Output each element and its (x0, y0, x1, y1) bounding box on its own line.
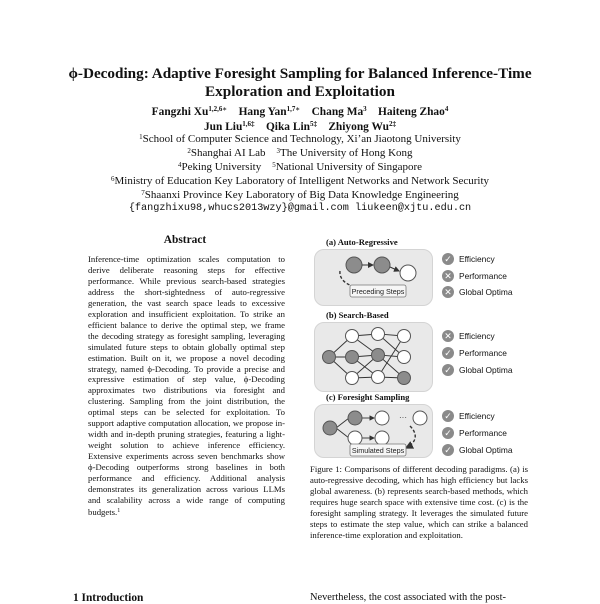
node (372, 328, 385, 341)
legend-label: Efficiency (459, 254, 495, 264)
author-sup: 1,2,6∗ (208, 105, 228, 113)
node (348, 431, 362, 445)
node (413, 411, 427, 425)
affiliation-text: Ministry of Education Key Laboratory of Intelligent Networks and Network Security (114, 175, 489, 187)
node (346, 351, 359, 364)
affiliation-line (0, 131, 600, 146)
check-icon: ✓ (442, 364, 454, 376)
ellipsis-label: ··· (399, 413, 407, 422)
node (323, 351, 336, 364)
node (346, 372, 359, 385)
legend-row (442, 253, 495, 265)
affiliation-line (0, 187, 600, 202)
node (346, 330, 359, 343)
figure-caption: Figure 1: Comparisons of different decoding paradigms. (a) is auto-regressive decoding, which has high efficiency but lacks global awareness. (b) represents search-based methods, which requires huge search space with extensive time cost. (c) is the foresight sampling strategy. It leverages the simulated future steps to estimate the step value, which can strike a balanced inference-time exploration and exploitation. (310, 464, 528, 540)
affiliation-sup: 6 (110, 175, 115, 183)
check-icon: ✓ (442, 347, 454, 359)
affiliation-line (0, 159, 600, 174)
panel-label-c: (c) Foresight Sampling (326, 392, 410, 402)
check-icon: ✓ (442, 253, 454, 265)
node (375, 431, 389, 445)
affiliation-text: Shaanxi Province Key Laboratory of Big Data Knowledge Engineering (144, 189, 459, 201)
author-name: Jun Liu (203, 121, 243, 133)
abstract-heading: Abstract (163, 234, 207, 246)
affiliation-sup: 1 (139, 133, 143, 141)
legend-label: Global Optima (459, 445, 513, 455)
simulated-steps-label: Simulated Steps (351, 446, 405, 455)
author-sup: 1,6‡ (242, 120, 255, 128)
author-name: Qika Lin (265, 121, 310, 133)
legend-row (442, 330, 495, 342)
legend-label: Global Optima (459, 287, 513, 297)
preceding-steps-label: Preceding Steps (351, 287, 405, 296)
panel-label-a: (a) Auto-Regressive (326, 237, 398, 247)
paper-title-line-1: ϕ-Decoding: Adaptive Foresight Sampling for Balanced Inference-Time (68, 65, 532, 82)
node (346, 257, 362, 273)
cross-icon: ✕ (442, 286, 454, 298)
node (374, 257, 390, 273)
section-heading-introduction: 1 Introduction (73, 592, 144, 604)
author-name: Fangzhi Xu (151, 106, 209, 118)
author-name: Haiteng Zhao (378, 106, 445, 118)
affiliation-text: Peking University (181, 161, 262, 173)
edge (390, 267, 399, 271)
affiliation-text: School of Computer Science and Technology, Xi’an Jiaotong University (142, 133, 461, 145)
node (398, 330, 411, 343)
affiliation-text: The University of Hong Kong (279, 147, 413, 159)
author-name: Zhiyong Wu (328, 121, 390, 133)
legend-row (442, 286, 513, 298)
legend-label: Performance (459, 428, 507, 438)
node (372, 349, 385, 362)
dashed-arrow (406, 426, 415, 448)
legend-label: Performance (459, 271, 507, 281)
check-icon: ✓ (442, 444, 454, 456)
author-sup: 3 (363, 105, 367, 113)
legend-row (442, 270, 507, 282)
node (372, 371, 385, 384)
panel-label-b: (b) Search-Based (326, 310, 389, 320)
affiliation-sup: 2 (187, 147, 191, 155)
affiliation-sup: 4 (177, 161, 182, 169)
author-sup: 2‡ (389, 120, 397, 128)
author-name: Chang Ma (311, 106, 364, 118)
affiliation-sup: 5 (272, 161, 276, 169)
legend-row (442, 444, 513, 456)
node (400, 265, 416, 281)
check-icon: ✓ (442, 410, 454, 422)
author-sup: 1,7∗ (286, 105, 301, 113)
legend-row (442, 347, 507, 359)
author-sup: 4 (444, 105, 449, 113)
legend-row (442, 410, 495, 422)
affiliation-text: National University of Singapore (275, 161, 423, 173)
affiliation-sup: 7 (141, 189, 145, 197)
abstract-body (88, 254, 285, 518)
affiliation-text: Shanghai AI Lab (190, 147, 266, 159)
paper-title-line-2: Exploration and Exploitation (205, 83, 395, 100)
body-text-continuation: Nevertheless, the cost associated with the post- (310, 592, 506, 603)
check-icon: ✓ (442, 427, 454, 439)
node (323, 421, 337, 435)
node (348, 411, 362, 425)
affiliation-sup: 3 (276, 147, 280, 155)
foresight-sampling-diagram (314, 404, 434, 460)
cross-icon: ✕ (442, 330, 454, 342)
footnote-mark: 1 (117, 507, 121, 514)
author-name: Hang Yan (238, 106, 287, 118)
node (375, 411, 389, 425)
legend-label: Performance (459, 348, 507, 358)
cross-icon: ✕ (442, 270, 454, 282)
affiliation-line (0, 145, 600, 160)
legend-row (442, 364, 513, 376)
abstract-text: Inference-time optimization scales computation to derive deliberate reasoning steps for effective performance. While previous search-based strategies address the short-sightedness of auto-regressive generation, the vast search space leads to excessive exploration and insufficient exploitation. To strike an efficient balance to derive the optimal step, we frame the decoding strategy as foresight sampling, leveraging simulated future steps to obtain globally optimal step estimation. Built on it, we propose a novel decoding strategy, named ϕ-Decoding. To provide a precise and expressive estimation of step value, ϕ-Decoding approximates two distributions via foresight and clustering. Sampling from the joint distribution, the optimal steps can be selected for exploitation. To support adaptive computation allocation, we propose in-width and in-depth pruning strategies, featuring a light-weight solution to achieve inference efficiency. Extensive experiments across seven benchmarks show ϕ-Decoding outperforms strong baselines in both performance and efficiency. Additional analysis demonstrates its generalization across various LLMs and scalability across a wide range of computing budgets. (88, 254, 285, 517)
legend-label: Efficiency (459, 331, 495, 341)
author-emails: {fangzhixu98,whucs2013wzy}@gmail.com liukeen@xjtu.edu.cn (128, 203, 472, 214)
legend-row (442, 427, 507, 439)
auto-regressive-diagram (314, 249, 434, 307)
node (398, 372, 411, 385)
legend-label: Efficiency (459, 411, 495, 421)
affiliation-line (0, 173, 600, 188)
node (398, 351, 411, 364)
author-sup: 5‡ (309, 120, 317, 128)
legend-label: Global Optima (459, 365, 513, 375)
search-based-diagram (314, 322, 434, 392)
